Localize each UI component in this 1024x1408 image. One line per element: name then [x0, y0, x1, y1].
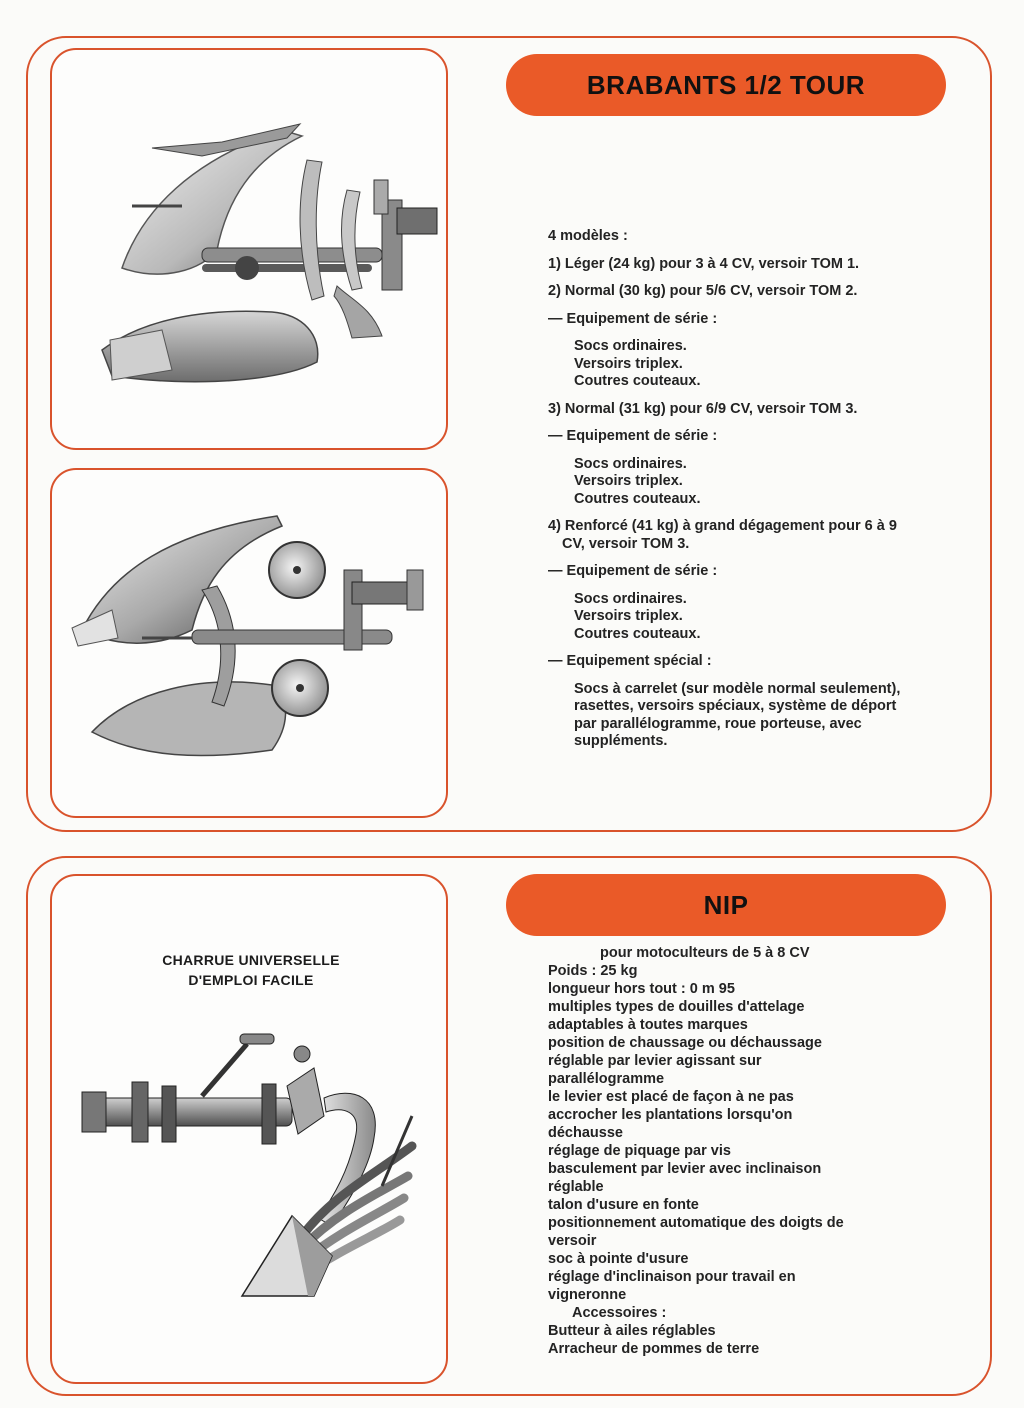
- section-title-nip: NIP: [506, 874, 946, 936]
- spec-line: réglage de piquage par vis: [548, 1143, 731, 1159]
- model-1: 1) Léger (24 kg) pour 3 à 4 CV, versoir TOM 1.: [548, 255, 860, 272]
- equipment-label-a: — Equipement de série :: [548, 310, 718, 327]
- section-brabants: [26, 36, 992, 832]
- spec-line: le levier est placé de façon à ne pas: [548, 1089, 794, 1105]
- equipment-label-c: — Equipement de série :: [548, 563, 718, 579]
- special-equipment-text: Socs à carrelet (sur modèle normal seulement), rasettes, versoirs spéciaux, système de déport par parallélogramme, roue porteuse, avec suppléments.: [574, 680, 901, 749]
- spec-line: soc à pointe d'usure: [548, 1251, 689, 1267]
- equipment-item: Versoirs triplex.: [574, 355, 683, 372]
- accessories-label: Accessoires :: [572, 1305, 667, 1321]
- plough-illustration-1: [52, 50, 446, 448]
- spec-line: basculement par levier avec inclinaison: [548, 1161, 822, 1177]
- section-nip: [26, 856, 992, 1396]
- model-2: 2) Normal (30 kg) pour 5/6 CV, versoir TOM 2.: [548, 283, 858, 299]
- photo-plough-2: [50, 468, 448, 818]
- spec-line: déchausse: [548, 1125, 623, 1141]
- model-4: 4) Renforcé (41 kg) à grand dégagement pour 6 à 9 CV, versoir TOM 3.: [548, 518, 897, 552]
- equipment-list-a: [548, 338, 918, 391]
- model-3: 3) Normal (31 kg) pour 6/9 CV, versoir TOM 3.: [548, 400, 858, 417]
- equipment-item: Socs ordinaires.: [574, 455, 687, 472]
- equipment-item: Versoirs triplex.: [574, 473, 683, 489]
- models-intro: 4 modèles :: [548, 228, 628, 244]
- spec-line: pour motoculteurs de 5 à 8 CV: [600, 945, 810, 961]
- nip-plough-illustration: [52, 876, 446, 1382]
- spec-line: versoir: [548, 1233, 597, 1249]
- spec-line: réglage d'inclinaison pour travail en: [548, 1269, 796, 1285]
- equipment-list-b: [548, 456, 918, 509]
- spec-line: position de chaussage ou déchaussage: [548, 1035, 822, 1051]
- spec-line: longueur hors tout : 0 m 95: [548, 981, 735, 997]
- equipment-list-c: [548, 591, 918, 644]
- spec-line: talon d'usure en fonte: [548, 1197, 699, 1213]
- spec-line: réglable par levier agissant sur: [548, 1053, 762, 1069]
- equipment-item: Coutres couteaux.: [574, 490, 701, 507]
- equipment-item: Coutres couteaux.: [574, 373, 701, 389]
- spec-line: positionnement automatique des doigts de: [548, 1215, 844, 1231]
- accessory-item: Arracheur de pommes de terre: [548, 1341, 760, 1357]
- nip-specifications: [548, 944, 908, 1358]
- equipment-item: Coutres couteaux.: [574, 625, 701, 642]
- photo-nip-plough: [50, 874, 448, 1384]
- special-equipment-label: — Equipement spécial :: [548, 653, 712, 669]
- spec-line: multiples types de douilles d'attelage: [548, 999, 805, 1015]
- spec-line: vigneronne: [548, 1287, 627, 1303]
- spec-line: Poids : 25 kg: [548, 963, 638, 979]
- spec-line: adaptables à toutes marques: [548, 1017, 748, 1033]
- equipment-item: Versoirs triplex.: [574, 608, 683, 624]
- equipment-item: Socs ordinaires.: [574, 590, 687, 607]
- equipment-label-b: — Equipement de série :: [548, 428, 718, 444]
- plough-illustration-2: [52, 470, 446, 816]
- brabants-specifications: [548, 228, 918, 751]
- section-title-brabants: BRABANTS 1/2 TOUR: [506, 54, 946, 116]
- caption-line: CHARRUE UNIVERSELLE: [162, 952, 340, 968]
- caption-line: D'EMPLOI FACILE: [188, 972, 314, 988]
- equipment-item: Socs ordinaires.: [574, 338, 687, 354]
- spec-line: accrocher les plantations lorsqu'on: [548, 1107, 793, 1123]
- photo-plough-1: [50, 48, 448, 450]
- accessory-item: Butteur à ailes réglables: [548, 1323, 716, 1339]
- spec-line: parallélogramme: [548, 1071, 665, 1087]
- spec-line: réglable: [548, 1179, 604, 1195]
